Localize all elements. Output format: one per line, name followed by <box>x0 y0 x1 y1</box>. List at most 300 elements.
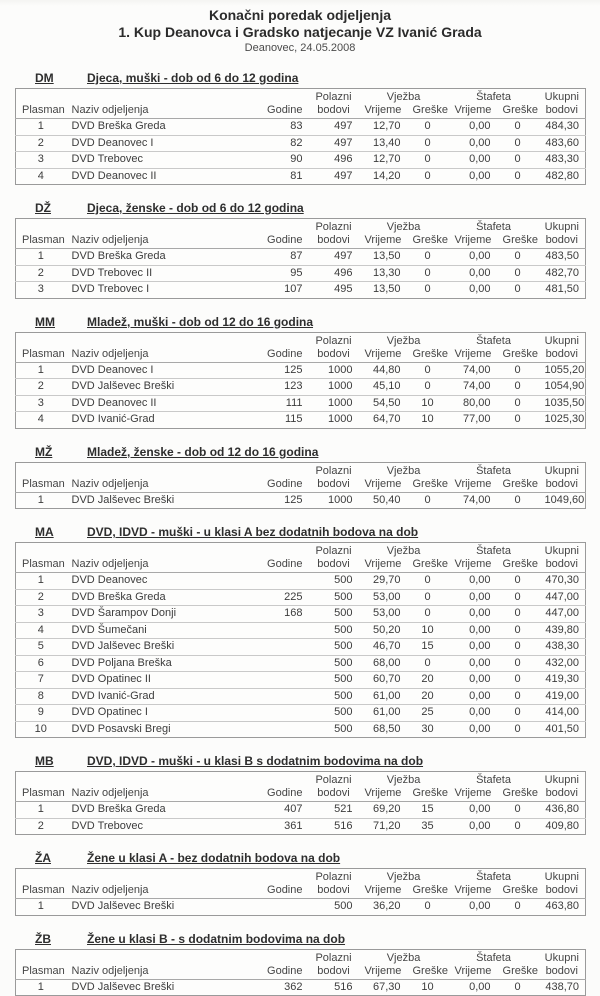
cell-stafeta-vrijeme: 0,00 <box>449 705 497 722</box>
cell-vjezba-vrijeme: 36,20 <box>359 899 407 916</box>
cell-plasman: 10 <box>16 721 66 738</box>
col-header-naziv: Naziv odjeljenja <box>66 787 246 802</box>
cell-plasman: 3 <box>16 395 66 412</box>
header-group-row <box>16 462 586 478</box>
cell-plasman: 5 <box>16 639 66 656</box>
col-header-godine: Godine <box>246 884 309 899</box>
col-header-polazni-line1: Polazni <box>309 462 359 478</box>
col-header-stafeta-vrijeme: Vrijeme <box>449 558 497 573</box>
cell-godine <box>246 655 309 672</box>
cell-stafeta-greske: 0 <box>497 802 539 819</box>
cell-stafeta-vrijeme: 0,00 <box>449 655 497 672</box>
cell-polazni-bodovi: 497 <box>309 135 359 152</box>
col-header-vjezba-greske: Greške <box>407 787 449 802</box>
cell-stafeta-vrijeme: 0,00 <box>449 802 497 819</box>
cell-polazni-bodovi: 497 <box>309 168 359 185</box>
col-header-stafeta-vrijeme: Vrijeme <box>449 884 497 899</box>
cell-ukupni-bodovi: 447,00 <box>539 606 586 623</box>
cell-ukupni-bodovi: 447,00 <box>539 589 586 606</box>
col-header-plasman: Plasman <box>16 884 66 899</box>
section-title: DVD, IDVD - muški - u klasi B s dodatnim bodovima na dob <box>87 754 423 768</box>
cell-naziv: DVD Deanovec II <box>66 395 246 412</box>
cell-vjezba-greske: 10 <box>407 395 449 412</box>
cell-stafeta-vrijeme: 0,00 <box>449 979 497 996</box>
col-header-polazni-line2: bodovi <box>309 478 359 493</box>
cell-vjezba-greske: 0 <box>407 899 449 916</box>
cell-ukupni-bodovi: 439,80 <box>539 622 586 639</box>
cell-ukupni-bodovi: 414,00 <box>539 705 586 722</box>
cell-naziv: DVD Trebovec <box>66 152 246 169</box>
col-header-naziv: Naziv odjeljenja <box>66 884 246 899</box>
table-row <box>16 705 586 722</box>
header-sub-row <box>16 348 586 363</box>
cell-stafeta-greske: 0 <box>497 135 539 152</box>
col-header-vjezba-vrijeme: Vrijeme <box>359 478 407 493</box>
col-header-ukupni-line1: Ukupni <box>539 219 586 235</box>
table-row <box>16 721 586 738</box>
cell-godine: 111 <box>246 395 309 412</box>
cell-vjezba-vrijeme: 50,20 <box>359 622 407 639</box>
cell-plasman: 4 <box>16 168 66 185</box>
cell-vjezba-vrijeme: 68,50 <box>359 721 407 738</box>
cell-polazni-bodovi: 500 <box>309 622 359 639</box>
table-body <box>16 979 586 996</box>
col-header-vjezba-vrijeme: Vrijeme <box>359 787 407 802</box>
col-header-stafeta-vrijeme: Vrijeme <box>449 234 497 249</box>
cell-vjezba-greske: 0 <box>407 265 449 282</box>
cell-plasman: 9 <box>16 705 66 722</box>
cell-stafeta-vrijeme: 0,00 <box>449 606 497 623</box>
cell-vjezba-greske: 0 <box>407 362 449 379</box>
cell-stafeta-vrijeme: 0,00 <box>449 168 497 185</box>
col-header-vjezba-greske: Greške <box>407 234 449 249</box>
cell-stafeta-greske: 0 <box>497 249 539 266</box>
cell-naziv: DVD Poljana Breška <box>66 655 246 672</box>
cell-ukupni-bodovi: 409,80 <box>539 818 586 835</box>
cell-ukupni-bodovi: 482,70 <box>539 265 586 282</box>
cell-plasman: 1 <box>16 249 66 266</box>
cell-polazni-bodovi: 500 <box>309 688 359 705</box>
cell-stafeta-greske: 0 <box>497 705 539 722</box>
col-header-vjezba-greske: Greške <box>407 558 449 573</box>
table-row <box>16 492 586 509</box>
col-header-stafeta-vrijeme: Vrijeme <box>449 104 497 119</box>
cell-plasman: 3 <box>16 152 66 169</box>
col-header-stafeta-vrijeme: Vrijeme <box>449 348 497 363</box>
cell-ukupni-bodovi: 438,70 <box>539 979 586 996</box>
cell-vjezba-greske: 0 <box>407 152 449 169</box>
cell-ukupni-bodovi: 1054,90 <box>539 379 586 396</box>
section-heading <box>35 754 600 768</box>
results-section <box>0 851 600 916</box>
table-row <box>16 979 586 996</box>
cell-vjezba-greske: 30 <box>407 721 449 738</box>
col-header-plasman: Plasman <box>16 104 66 119</box>
cell-naziv: DVD Jalševec Breški <box>66 379 246 396</box>
cell-godine <box>246 899 309 916</box>
cell-vjezba-vrijeme: 69,20 <box>359 802 407 819</box>
col-header-stafeta-greske: Greške <box>497 478 539 493</box>
cell-vjezba-greske: 0 <box>407 249 449 266</box>
cell-stafeta-greske: 0 <box>497 362 539 379</box>
cell-godine: 168 <box>246 606 309 623</box>
col-header-polazni-line1: Polazni <box>309 772 359 788</box>
cell-stafeta-greske: 0 <box>497 265 539 282</box>
cell-stafeta-vrijeme: 74,00 <box>449 379 497 396</box>
cell-plasman: 8 <box>16 688 66 705</box>
section-heading <box>35 71 600 85</box>
cell-stafeta-vrijeme: 0,00 <box>449 265 497 282</box>
cell-ukupni-bodovi: 483,50 <box>539 249 586 266</box>
cell-plasman: 1 <box>16 362 66 379</box>
sections <box>0 71 600 996</box>
cell-vjezba-greske: 25 <box>407 705 449 722</box>
cell-vjezba-vrijeme: 14,20 <box>359 168 407 185</box>
cell-ukupni-bodovi: 1055,20 <box>539 362 586 379</box>
col-header-polazni-line1: Polazni <box>309 332 359 348</box>
col-header-vjezba-vrijeme: Vrijeme <box>359 348 407 363</box>
cell-stafeta-greske: 0 <box>497 606 539 623</box>
cell-polazni-bodovi: 497 <box>309 119 359 136</box>
cell-vjezba-vrijeme: 45,10 <box>359 379 407 396</box>
section-title: Djeca, ženske - dob od 6 do 12 godina <box>87 201 304 215</box>
cell-plasman: 1 <box>16 899 66 916</box>
col-header-godine: Godine <box>246 104 309 119</box>
cell-plasman: 1 <box>16 802 66 819</box>
cell-stafeta-greske: 0 <box>497 168 539 185</box>
table-row <box>16 412 586 429</box>
table-row <box>16 639 586 656</box>
cell-stafeta-greske: 0 <box>497 492 539 509</box>
col-header-stafeta-group: Štafeta <box>449 89 539 105</box>
cell-ukupni-bodovi: 483,30 <box>539 152 586 169</box>
cell-vjezba-vrijeme: 60,70 <box>359 672 407 689</box>
header-sub-row <box>16 104 586 119</box>
col-header-polazni-line2: bodovi <box>309 558 359 573</box>
header-group-row <box>16 949 586 965</box>
col-header-polazni-line2: bodovi <box>309 965 359 980</box>
col-header-polazni-line1: Polazni <box>309 949 359 965</box>
cell-ukupni-bodovi: 401,50 <box>539 721 586 738</box>
cell-naziv: DVD Jalševec Breški <box>66 639 246 656</box>
col-header-vjezba-group: Vježba <box>359 772 449 788</box>
page-title: Konačni poredak odjeljenja <box>0 7 600 24</box>
col-header-ukupni-line2: bodovi <box>539 104 586 119</box>
cell-plasman: 4 <box>16 412 66 429</box>
cell-ukupni-bodovi: 470,30 <box>539 573 586 590</box>
cell-vjezba-greske: 0 <box>407 492 449 509</box>
cell-plasman: 2 <box>16 379 66 396</box>
col-header-stafeta-group: Štafeta <box>449 869 539 885</box>
results-section <box>0 315 600 429</box>
col-header-godine: Godine <box>246 234 309 249</box>
col-header-polazni-line1: Polazni <box>309 89 359 105</box>
cell-vjezba-greske: 0 <box>407 573 449 590</box>
cell-godine: 82 <box>246 135 309 152</box>
col-header-naziv: Naziv odjeljenja <box>66 104 246 119</box>
cell-godine <box>246 622 309 639</box>
col-header-stafeta-greske: Greške <box>497 884 539 899</box>
col-header-vjezba-group: Vježba <box>359 89 449 105</box>
col-header-godine: Godine <box>246 787 309 802</box>
col-header-plasman: Plasman <box>16 787 66 802</box>
cell-naziv: DVD Trebovec II <box>66 265 246 282</box>
results-section <box>0 754 600 835</box>
cell-vjezba-greske: 0 <box>407 655 449 672</box>
cell-stafeta-greske: 0 <box>497 379 539 396</box>
cell-plasman: 2 <box>16 818 66 835</box>
table-row <box>16 899 586 916</box>
cell-ukupni-bodovi: 484,30 <box>539 119 586 136</box>
col-header-vjezba-greske: Greške <box>407 104 449 119</box>
cell-stafeta-vrijeme: 0,00 <box>449 249 497 266</box>
header-sub-row <box>16 234 586 249</box>
col-header-stafeta-vrijeme: Vrijeme <box>449 478 497 493</box>
cell-plasman: 7 <box>16 672 66 689</box>
cell-naziv: DVD Ivanić-Grad <box>66 412 246 429</box>
col-header-ukupni-line1: Ukupni <box>539 89 586 105</box>
cell-godine: 361 <box>246 818 309 835</box>
cell-vjezba-vrijeme: 61,00 <box>359 705 407 722</box>
col-header-stafeta-vrijeme: Vrijeme <box>449 965 497 980</box>
cell-vjezba-greske: 0 <box>407 379 449 396</box>
cell-vjezba-greske: 0 <box>407 135 449 152</box>
col-header-vjezba-vrijeme: Vrijeme <box>359 965 407 980</box>
cell-polazni-bodovi: 495 <box>309 282 359 299</box>
table-row <box>16 802 586 819</box>
cell-godine <box>246 573 309 590</box>
cell-vjezba-greske: 0 <box>407 119 449 136</box>
cell-godine <box>246 721 309 738</box>
section-code: MA <box>35 525 69 539</box>
cell-polazni-bodovi: 500 <box>309 573 359 590</box>
cell-ukupni-bodovi: 419,30 <box>539 672 586 689</box>
col-header-godine: Godine <box>246 348 309 363</box>
cell-stafeta-greske: 0 <box>497 622 539 639</box>
cell-polazni-bodovi: 1000 <box>309 412 359 429</box>
cell-vjezba-vrijeme: 68,00 <box>359 655 407 672</box>
cell-plasman: 6 <box>16 655 66 672</box>
cell-ukupni-bodovi: 438,30 <box>539 639 586 656</box>
col-header-plasman: Plasman <box>16 965 66 980</box>
cell-naziv: DVD Breška Greda <box>66 119 246 136</box>
col-header-ukupni-line1: Ukupni <box>539 543 586 559</box>
col-header-polazni-line2: bodovi <box>309 104 359 119</box>
cell-naziv: DVD Jalševec Breški <box>66 899 246 916</box>
table-row <box>16 655 586 672</box>
cell-plasman: 4 <box>16 622 66 639</box>
cell-vjezba-vrijeme: 12,70 <box>359 119 407 136</box>
cell-vjezba-vrijeme: 13,30 <box>359 265 407 282</box>
col-header-naziv: Naziv odjeljenja <box>66 558 246 573</box>
cell-plasman: 2 <box>16 135 66 152</box>
section-code: DŽ <box>35 201 69 215</box>
col-header-stafeta-greske: Greške <box>497 965 539 980</box>
cell-stafeta-greske: 0 <box>497 672 539 689</box>
cell-godine: 125 <box>246 362 309 379</box>
cell-polazni-bodovi: 500 <box>309 672 359 689</box>
cell-ukupni-bodovi: 1025,30 <box>539 412 586 429</box>
cell-vjezba-vrijeme: 13,50 <box>359 282 407 299</box>
cell-stafeta-vrijeme: 0,00 <box>449 899 497 916</box>
col-header-vjezba-vrijeme: Vrijeme <box>359 884 407 899</box>
cell-polazni-bodovi: 500 <box>309 721 359 738</box>
header-sub-row <box>16 787 586 802</box>
cell-polazni-bodovi: 516 <box>309 979 359 996</box>
table-row <box>16 119 586 136</box>
cell-vjezba-vrijeme: 71,20 <box>359 818 407 835</box>
col-header-stafeta-group: Štafeta <box>449 772 539 788</box>
cell-naziv: DVD Opatinec I <box>66 705 246 722</box>
col-header-naziv: Naziv odjeljenja <box>66 348 246 363</box>
cell-polazni-bodovi: 1000 <box>309 395 359 412</box>
cell-stafeta-vrijeme: 0,00 <box>449 818 497 835</box>
cell-godine: 95 <box>246 265 309 282</box>
results-table <box>15 88 586 185</box>
results-table <box>15 332 586 429</box>
cell-stafeta-vrijeme: 0,00 <box>449 135 497 152</box>
header-sub-row <box>16 884 586 899</box>
page-subtitle: 1. Kup Deanovca i Gradsko natjecanje VZ Ivanić Grada <box>0 24 600 41</box>
table-body <box>16 492 586 509</box>
cell-stafeta-greske: 0 <box>497 979 539 996</box>
cell-vjezba-greske: 0 <box>407 168 449 185</box>
col-header-polazni-line2: bodovi <box>309 348 359 363</box>
col-header-vjezba-vrijeme: Vrijeme <box>359 558 407 573</box>
cell-vjezba-vrijeme: 64,70 <box>359 412 407 429</box>
cell-ukupni-bodovi: 481,50 <box>539 282 586 299</box>
header-group-row <box>16 89 586 105</box>
cell-vjezba-vrijeme: 53,00 <box>359 606 407 623</box>
col-header-ukupni-line1: Ukupni <box>539 869 586 885</box>
cell-stafeta-vrijeme: 0,00 <box>449 622 497 639</box>
section-title: Mladež, ženske - dob od 12 do 16 godina <box>87 445 318 459</box>
table-row <box>16 395 586 412</box>
cell-godine: 123 <box>246 379 309 396</box>
table-row <box>16 362 586 379</box>
cell-plasman: 3 <box>16 606 66 623</box>
cell-stafeta-vrijeme: 0,00 <box>449 721 497 738</box>
results-section <box>0 445 600 510</box>
cell-godine: 90 <box>246 152 309 169</box>
col-header-naziv: Naziv odjeljenja <box>66 234 246 249</box>
cell-vjezba-greske: 0 <box>407 282 449 299</box>
cell-stafeta-vrijeme: 0,00 <box>449 282 497 299</box>
page-date: Deanovec, 24.05.2008 <box>0 41 600 55</box>
section-heading <box>35 445 600 459</box>
col-header-polazni-line1: Polazni <box>309 543 359 559</box>
section-code: MŽ <box>35 445 69 459</box>
col-header-godine: Godine <box>246 965 309 980</box>
cell-godine: 81 <box>246 168 309 185</box>
results-section <box>0 525 600 738</box>
cell-godine: 115 <box>246 412 309 429</box>
table-row <box>16 249 586 266</box>
cell-naziv: DVD Deanovec I <box>66 362 246 379</box>
col-header-ukupni-line2: bodovi <box>539 348 586 363</box>
col-header-ukupni-line1: Ukupni <box>539 462 586 478</box>
cell-vjezba-greske: 0 <box>407 606 449 623</box>
cell-polazni-bodovi: 500 <box>309 899 359 916</box>
header-sub-row <box>16 478 586 493</box>
col-header-polazni-line1: Polazni <box>309 219 359 235</box>
results-section <box>0 71 600 185</box>
cell-naziv: DVD Trebovec I <box>66 282 246 299</box>
header-group-row <box>16 219 586 235</box>
section-title: Žene u klasi A - bez dodatnih bodova na dob <box>87 851 340 865</box>
cell-plasman: 1 <box>16 573 66 590</box>
cell-polazni-bodovi: 500 <box>309 705 359 722</box>
cell-stafeta-vrijeme: 74,00 <box>449 362 497 379</box>
cell-naziv: DVD Posavski Bregi <box>66 721 246 738</box>
cell-stafeta-greske: 0 <box>497 282 539 299</box>
cell-vjezba-vrijeme: 50,40 <box>359 492 407 509</box>
col-header-vjezba-greske: Greške <box>407 478 449 493</box>
section-code: ŽB <box>35 932 69 946</box>
col-header-godine: Godine <box>246 558 309 573</box>
cell-polazni-bodovi: 497 <box>309 249 359 266</box>
cell-naziv: DVD Breška Greda <box>66 589 246 606</box>
table-row <box>16 688 586 705</box>
col-header-ukupni-line2: bodovi <box>539 884 586 899</box>
cell-vjezba-greske: 10 <box>407 622 449 639</box>
cell-stafeta-greske: 0 <box>497 119 539 136</box>
cell-stafeta-vrijeme: 0,00 <box>449 589 497 606</box>
cell-vjezba-vrijeme: 61,00 <box>359 688 407 705</box>
col-header-polazni-line2: bodovi <box>309 884 359 899</box>
cell-godine <box>246 705 309 722</box>
col-header-stafeta-greske: Greške <box>497 348 539 363</box>
section-code: MM <box>35 315 69 329</box>
table-row <box>16 606 586 623</box>
header-sub-row <box>16 965 586 980</box>
col-header-plasman: Plasman <box>16 234 66 249</box>
cell-polazni-bodovi: 500 <box>309 589 359 606</box>
results-table <box>15 462 586 510</box>
cell-stafeta-greske: 0 <box>497 721 539 738</box>
cell-naziv: DVD Trebovec <box>66 818 246 835</box>
cell-naziv: DVD Jalševec Breški <box>66 492 246 509</box>
cell-vjezba-vrijeme: 13,50 <box>359 249 407 266</box>
header-group-row <box>16 332 586 348</box>
cell-vjezba-vrijeme: 12,70 <box>359 152 407 169</box>
col-header-ukupni-line2: bodovi <box>539 787 586 802</box>
section-heading <box>35 201 600 215</box>
cell-stafeta-greske: 0 <box>497 152 539 169</box>
results-table <box>15 542 586 738</box>
cell-polazni-bodovi: 1000 <box>309 362 359 379</box>
section-title: DVD, IDVD - muški - u klasi A bez dodatnih bodova na dob <box>87 525 418 539</box>
cell-godine: 87 <box>246 249 309 266</box>
col-header-ukupni-line1: Ukupni <box>539 949 586 965</box>
cell-vjezba-vrijeme: 29,70 <box>359 573 407 590</box>
col-header-plasman: Plasman <box>16 558 66 573</box>
cell-vjezba-greske: 10 <box>407 979 449 996</box>
cell-plasman: 2 <box>16 265 66 282</box>
col-header-godine: Godine <box>246 478 309 493</box>
col-header-vjezba-group: Vježba <box>359 219 449 235</box>
cell-polazni-bodovi: 521 <box>309 802 359 819</box>
cell-vjezba-vrijeme: 13,40 <box>359 135 407 152</box>
section-title: Djeca, muški - dob od 6 do 12 godina <box>87 71 298 85</box>
cell-vjezba-greske: 20 <box>407 688 449 705</box>
results-table <box>15 771 586 835</box>
table-row <box>16 573 586 590</box>
cell-stafeta-greske: 0 <box>497 655 539 672</box>
cell-polazni-bodovi: 500 <box>309 606 359 623</box>
cell-ukupni-bodovi: 436,80 <box>539 802 586 819</box>
section-code: DM <box>35 71 69 85</box>
